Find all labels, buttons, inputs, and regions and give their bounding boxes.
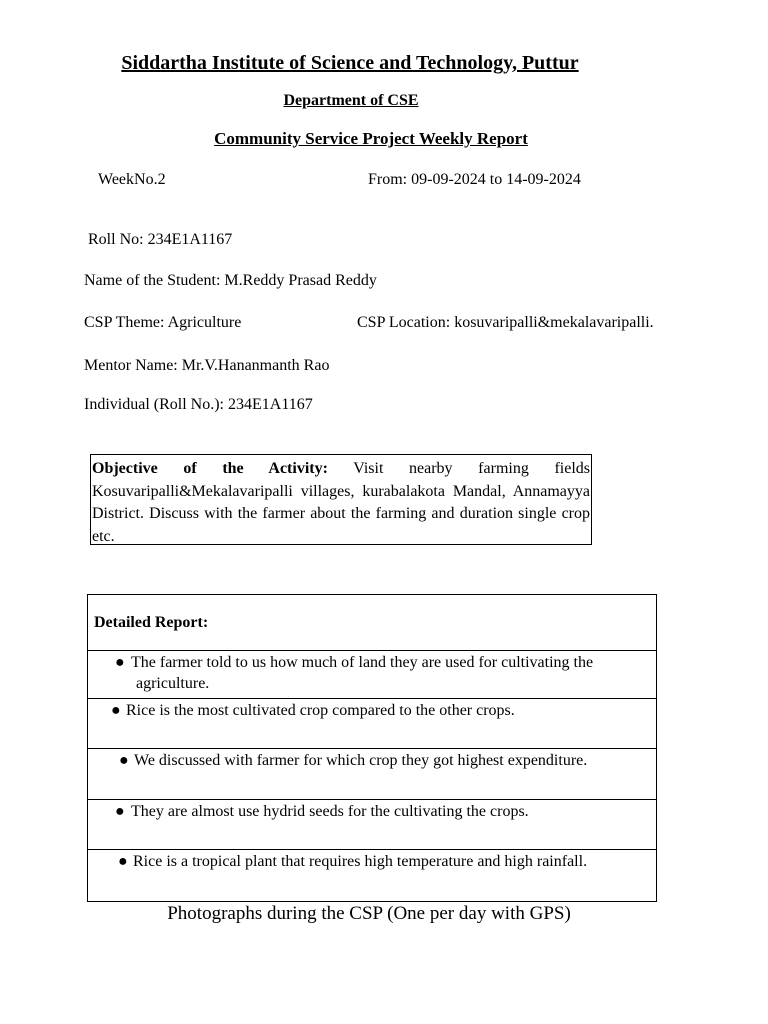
bullet-icon: ● [118, 853, 128, 870]
report-item-text-continued: agriculture. [136, 675, 210, 692]
bullet-icon: ● [115, 803, 125, 820]
report-item-row [88, 699, 656, 749]
report-item-row [88, 800, 656, 850]
report-title: Community Service Project Weekly Report [214, 129, 528, 148]
report-item-text: They are almost use hydrid seeds for the cultivating the crops. [131, 803, 529, 820]
objective-label: Objective of the Activity: [92, 460, 328, 477]
report-item-row [88, 749, 656, 800]
detailed-report-table [87, 594, 657, 902]
student-name: Name of the Student: M.Reddy Prasad Reddy [84, 272, 377, 289]
mentor-name: Mentor Name: Mr.V.Hananmanth Rao [84, 357, 330, 374]
report-item-row [88, 651, 656, 699]
objective-text: Visit nearby farming fields Kosuvaripalli&Mekalavaripalli villages, kurabalakota Mandal, Annamayya District. Discuss with the farmer about the farming and duration single crop etc. [92, 460, 590, 545]
roll-number: Roll No: 234E1A1167 [88, 231, 233, 248]
individual-roll-number: Individual (Roll No.): 234E1A1167 [84, 396, 313, 413]
department-title: Department of CSE [283, 92, 419, 109]
report-item-row [88, 850, 656, 901]
week-number: WeekNo.2 [98, 171, 166, 188]
bullet-icon: ● [115, 654, 125, 671]
report-item-text: We discussed with farmer for which crop they got highest expenditure. [134, 752, 588, 769]
date-range: From: 09-09-2024 to 14-09-2024 [368, 171, 581, 188]
report-heading: Detailed Report: [94, 614, 209, 631]
objective-box [90, 454, 592, 545]
csp-theme: CSP Theme: Agriculture [84, 314, 242, 331]
bullet-icon: ● [111, 702, 121, 719]
report-item-text: Rice is the most cultivated crop compared to the other crops. [126, 702, 515, 719]
report-item-text: The farmer told to us how much of land they are used for cultivating the [131, 654, 594, 671]
csp-location: CSP Location: kosuvaripalli&mekalavaripalli. [357, 314, 654, 331]
photographs-caption: Photographs during the CSP (One per day with GPS) [167, 903, 571, 924]
institute-title: Siddartha Institute of Science and Technology, Puttur [121, 52, 579, 74]
bullet-icon: ● [119, 752, 129, 769]
report-heading-row [88, 595, 656, 651]
report-item-text: Rice is a tropical plant that requires high temperature and high rainfall. [133, 853, 588, 870]
